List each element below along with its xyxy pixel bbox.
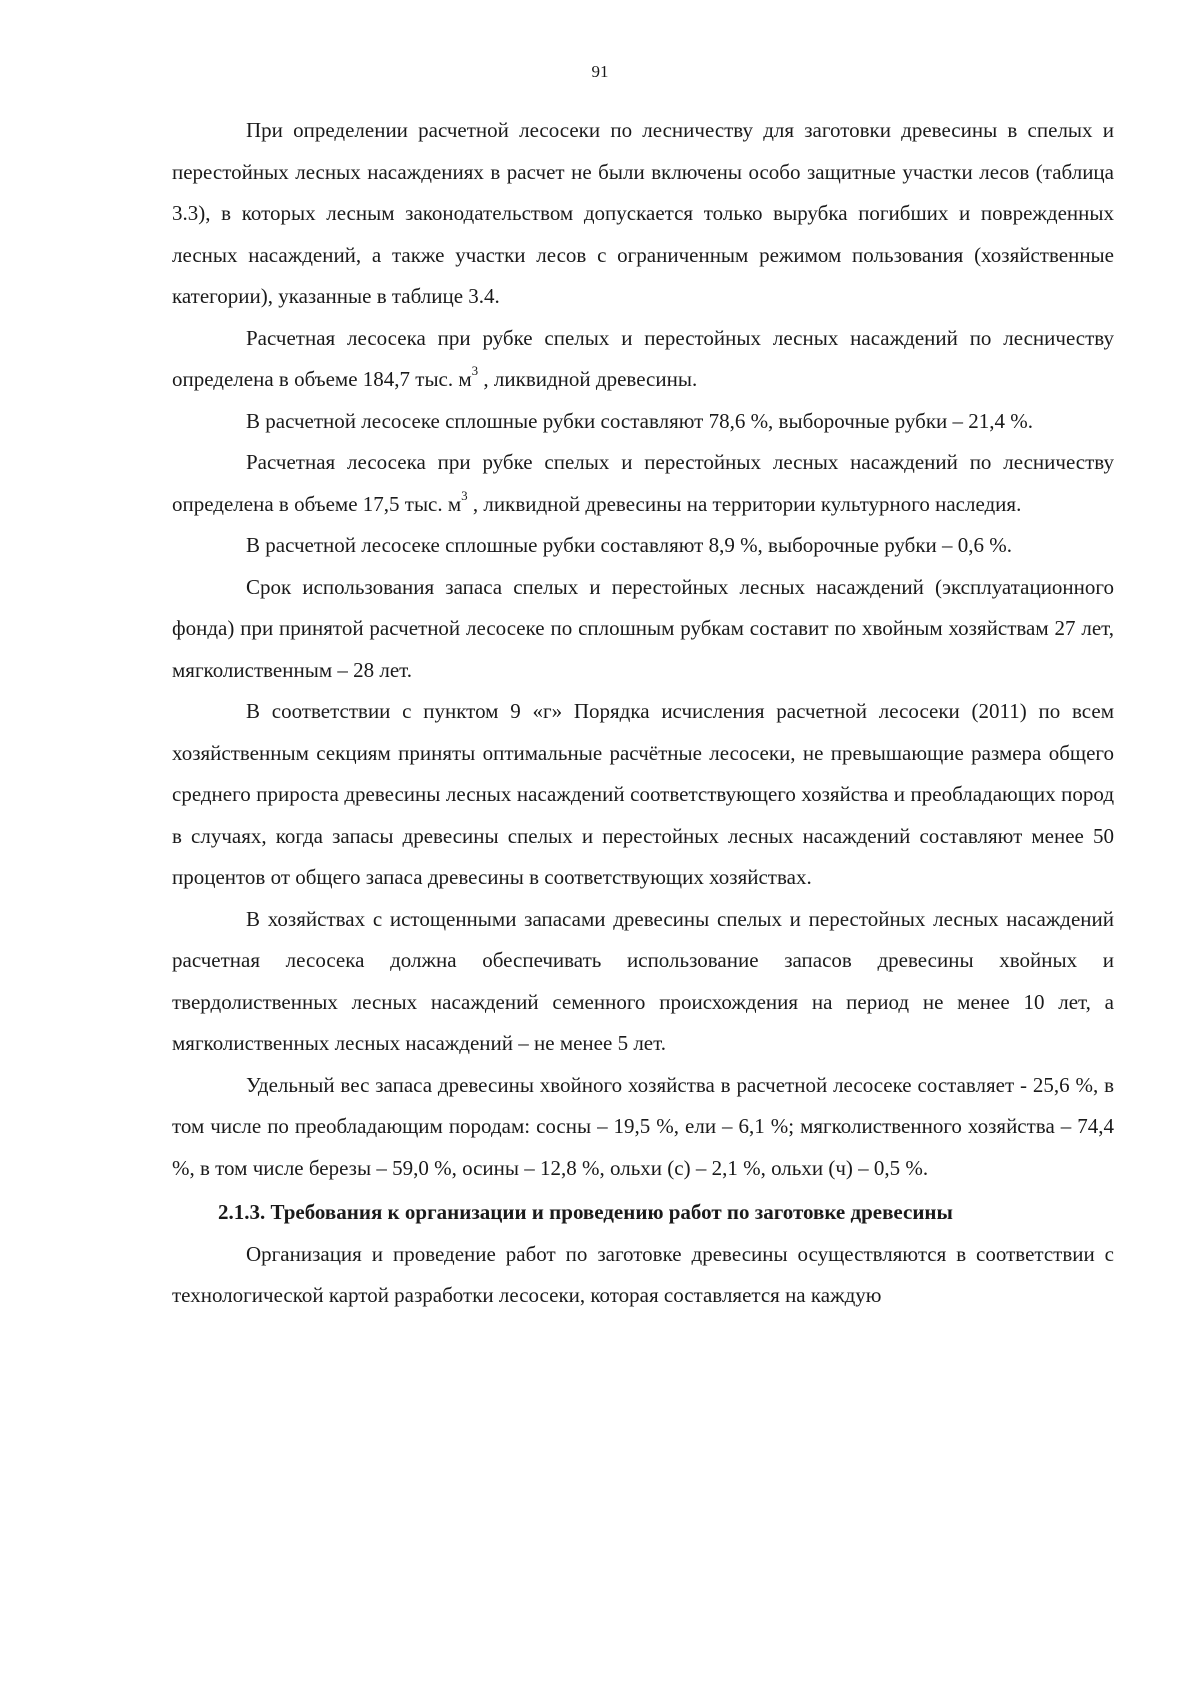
paragraph-species-shares: Удельный вес запаса древесины хвойного хозяйства в расчетной лесосеке составляет - 25,6 %, в том числе по преобладающим породам: сосны – 19,5 %, ели – 6,1 %; мягколиственного хозяйства – 74,4 %, в том числе березы – 59,0 %, осины – 12,8 %, ольхи (с) – 2,1 %, ольхи (ч) – 0,5 %. (172, 1072, 1114, 1180)
superscript-cube: 3 (471, 363, 479, 378)
paragraph-heritage-cutting-shares: В расчетной лесосеке сплошные рубки составляют 8,9 %, выборочные рубки – 0,6 %. (246, 533, 1013, 557)
section-heading: 2.1.3. Требования к организации и проведению работ по заготовке древесины (218, 1200, 953, 1224)
paragraph-optimal-cutting: В соответствии с пунктом 9 «г» Порядка исчисления расчетной лесосеки (2011) по всем хозяйственным секциям приняты оптимальные расчётные лесосеки, не превышающие размера общего среднего прироста древесины лесных насаждений соответствующего хозяйства и преобладающих пород в случаях, когда запасы древесины спелых и перестойных лесных насаждений составляют менее 50 процентов от общего запаса древесины в соответствующих хозяйствах. (172, 699, 1114, 889)
paragraph-stock-usage-term: Срок использования запаса спелых и перестойных лесных насаждений (эксплуатационного фонда) при принятой расчетной лесосеке по сплошным рубкам составит по хвойным хозяйствам 27 лет, мягколиственным – 28 лет. (172, 574, 1114, 682)
paragraph-cutting-volume (172, 318, 1114, 401)
paragraph-depleted-stocks: В хозяйствах с истощенными запасами древесины спелых и перестойных лесных насаждений расчетная лесосека должна обеспечивать использование запасов древесины хвойных и твердолиственных лесных насаждений семенного происхождения на период не менее 10 лет, а мягколиственных лесных насаждений – не менее 5 лет. (172, 906, 1114, 1055)
paragraph-text: Расчетная лесосека при рубке спелых и перестойных лесных насаждений по лесничеству определена в объеме 17,5 тыс. м (172, 450, 1114, 516)
paragraph-excluded-forest-plots: При определении расчетной лесосеки по лесничеству для заготовки древесины в спелых и перестойных лесных насаждениях в расчет не были включены особо защитные участки лесов (таблица 3.3), в которых лесным законодательством допускается только вырубка погибших и поврежденных лесных насаждений, а также участки лесов с ограниченным режимом пользования (хозяйственные категории), указанные в таблице 3.4. (172, 118, 1114, 308)
paragraph-text: , ликвидной древесины на территории культурного наследия. (467, 491, 1022, 516)
superscript-cube: 3 (461, 487, 468, 503)
paragraph-heritage-cutting-volume (172, 442, 1114, 525)
page-number: 91 (591, 62, 609, 81)
paragraph-harvesting-organization: Организация и проведение работ по заготовке древесины осуществляются в соответствии с технологической картой разработки лесосеки, которая составляется на каждую (172, 1241, 1114, 1307)
paragraph-cutting-shares: В расчетной лесосеке сплошные рубки составляют 78,6 %, выборочные рубки – 21,4 %. (246, 408, 1034, 433)
page-body (172, 110, 1114, 1317)
paragraph-text: Расчетная лесосека при рубке спелых и перестойных лесных насаждений по лесничеству определена в объеме 184,7 тыс. м (172, 325, 1114, 391)
paragraph-text: , ликвидной древесины. (478, 367, 698, 391)
